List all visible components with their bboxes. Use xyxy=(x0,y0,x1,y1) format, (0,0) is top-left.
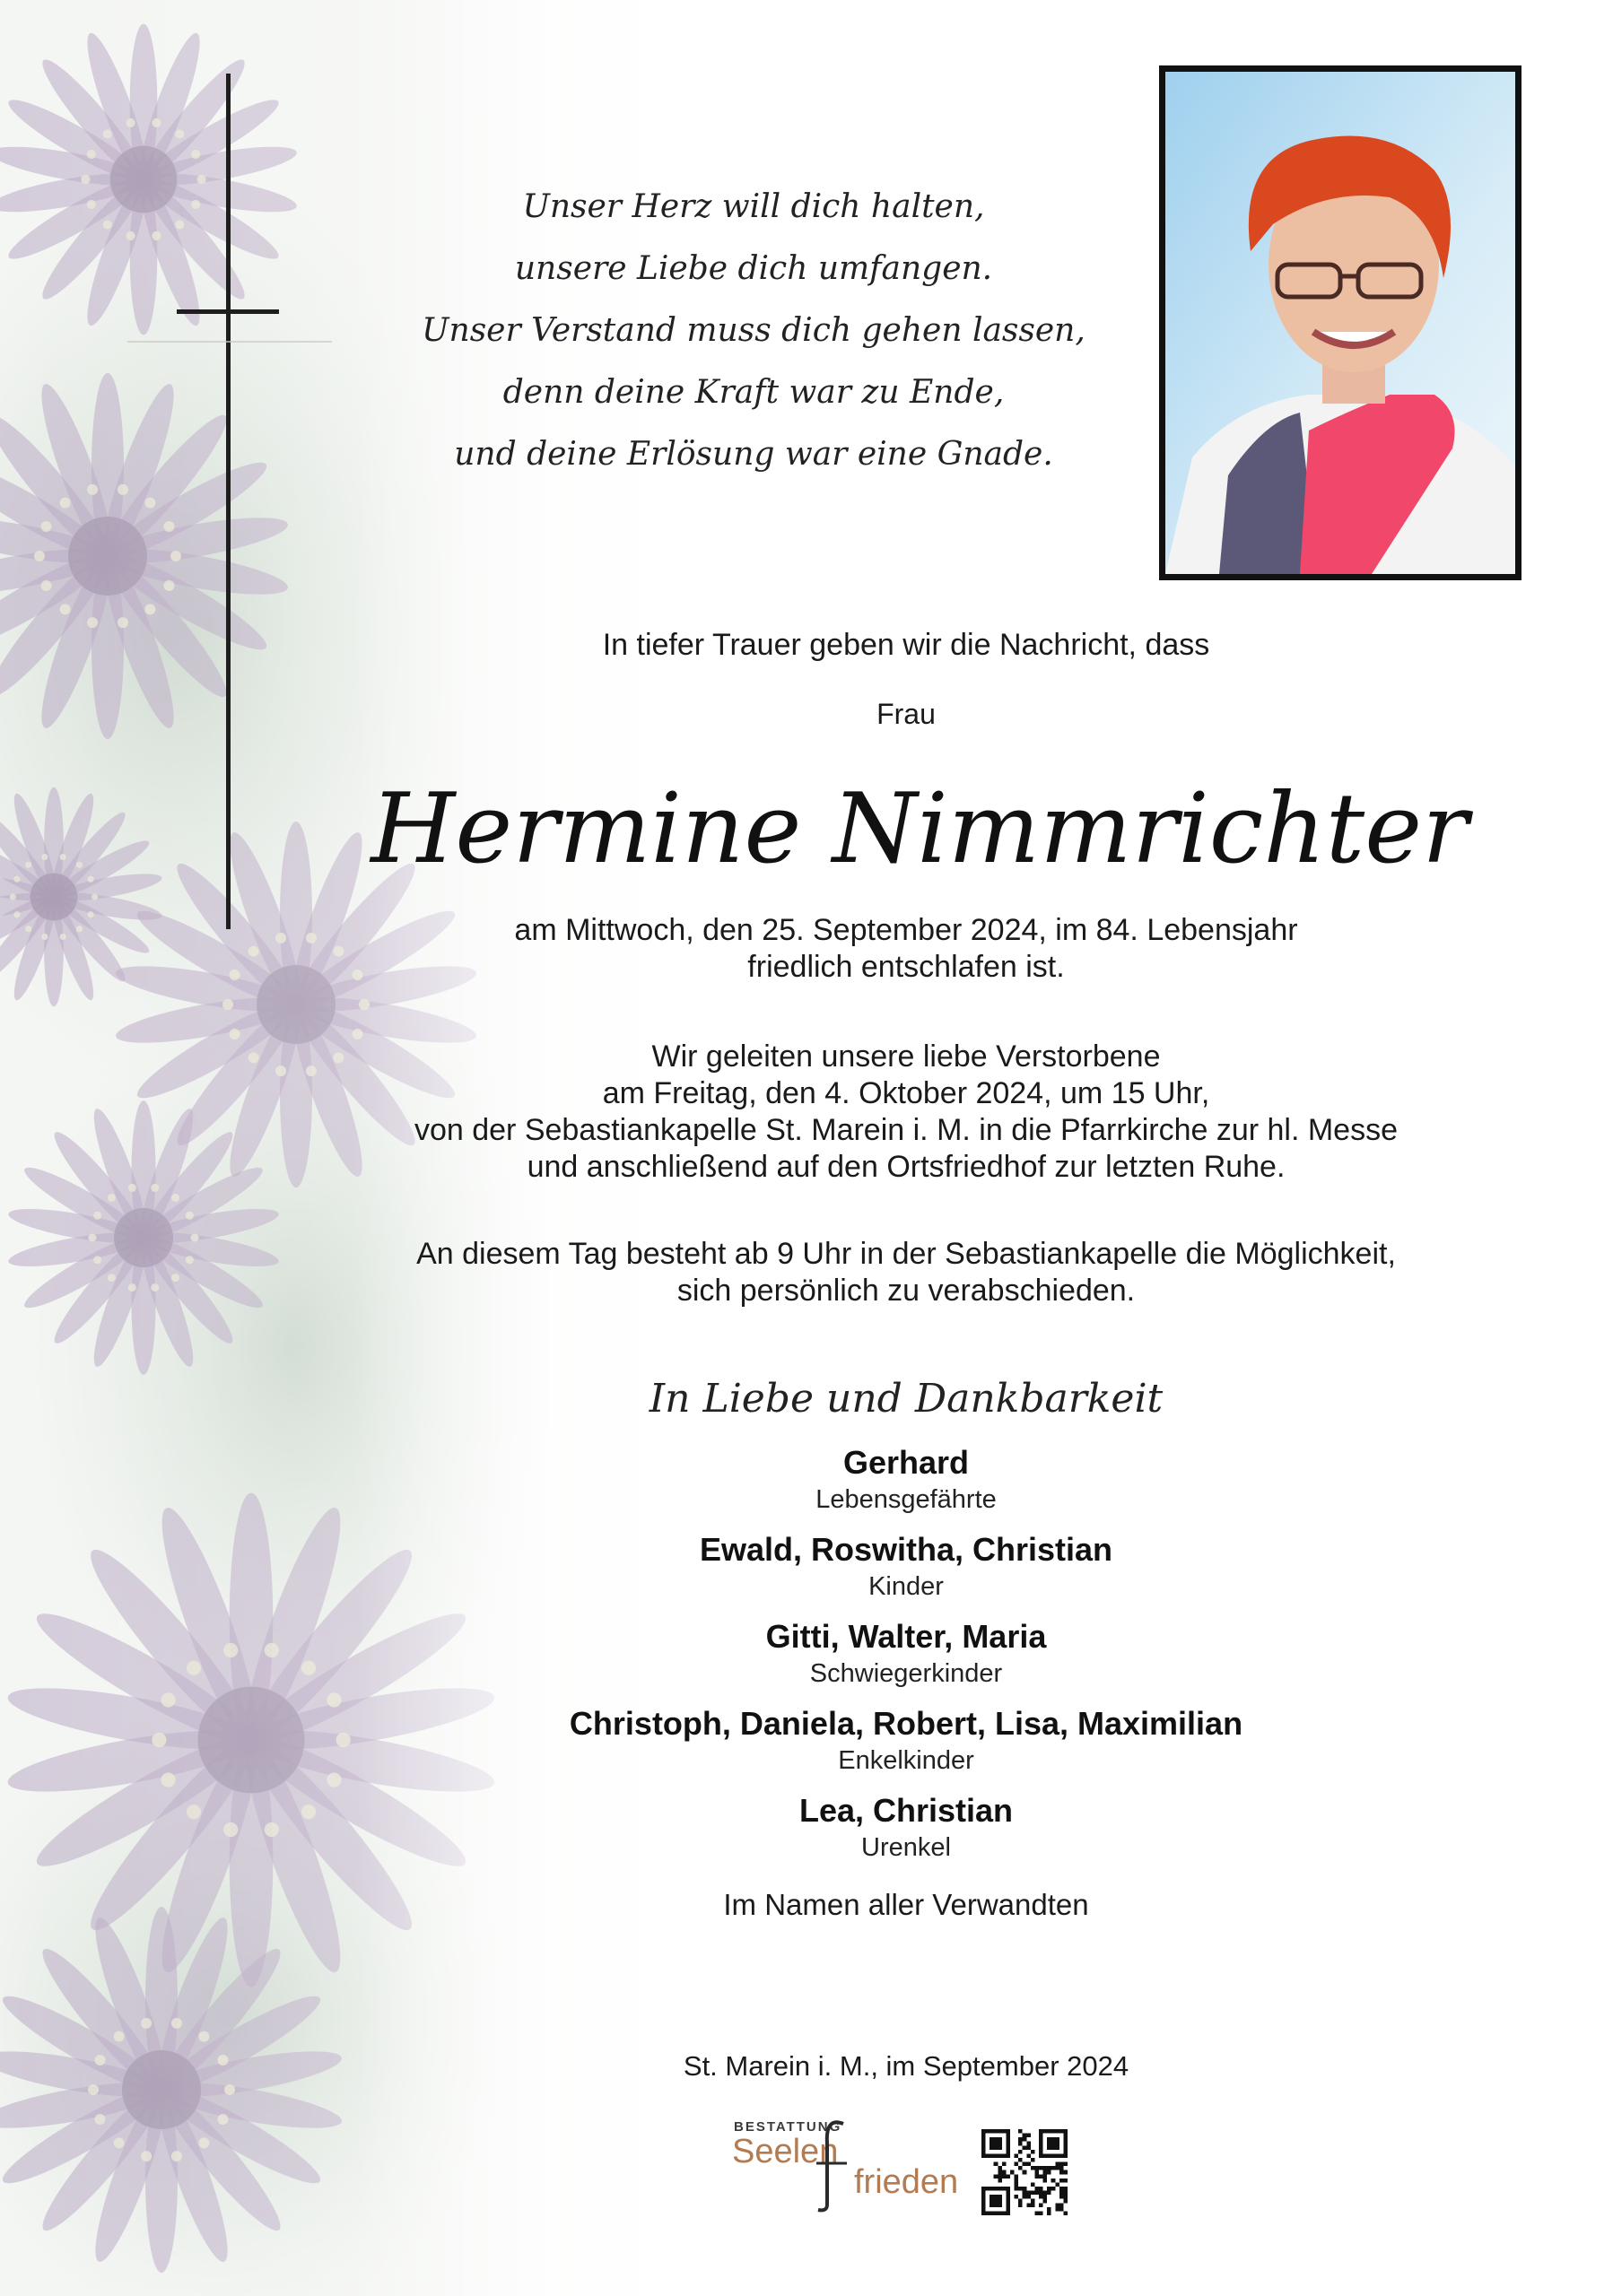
funeral-line: von der Sebastiankapelle St. Marein i. M. in die Pfarrkirche zur hl. Messe xyxy=(414,1113,1399,1147)
family-role: Lebensgefährte xyxy=(815,1485,997,1514)
cross-bar xyxy=(177,309,279,314)
farewell-line: An diesem Tag besteht ab 9 Uhr in der Sebastiankapelle die Möglichkeit, xyxy=(416,1237,1396,1271)
poem-line: Unser Herz will dich halten, xyxy=(522,188,985,225)
death-line: friedlich entschlafen ist. xyxy=(747,950,1065,984)
cross-icon xyxy=(226,74,231,929)
cross-shadow xyxy=(127,341,332,343)
family-names: Christoph, Daniela, Robert, Lisa, Maximilian xyxy=(569,1705,1243,1742)
family-names: Gitti, Walter, Maria xyxy=(765,1618,1047,1655)
poem-line: und deine Erlösung war eine Gnade. xyxy=(454,436,1053,473)
logo-word: frieden xyxy=(854,2163,959,2201)
logo-word: Seelen xyxy=(732,2133,839,2170)
portrait-photo xyxy=(1159,65,1521,580)
farewell-line: sich persönlich zu verabschieden. xyxy=(676,1274,1136,1308)
family-group xyxy=(359,1531,1453,1602)
family-role: Urenkel xyxy=(861,1833,951,1862)
qr-code-icon[interactable] xyxy=(981,2129,1068,2215)
family-group xyxy=(359,1444,1453,1515)
family-group xyxy=(359,1705,1453,1776)
funeral-line: und anschließend auf den Ortsfriedhof zur letzten Ruhe. xyxy=(527,1150,1286,1184)
death-line: am Mittwoch, den 25. September 2024, im 84. Lebensjahr xyxy=(514,913,1298,947)
family-role: Kinder xyxy=(868,1572,944,1601)
family-group xyxy=(359,1792,1453,1863)
poem xyxy=(422,176,1086,485)
family-names: Ewald, Roswitha, Christian xyxy=(699,1531,1113,1568)
family-names: Lea, Christian xyxy=(798,1792,1014,1829)
death-notice xyxy=(359,912,1453,986)
relatives-line: Im Namen aller Verwandten xyxy=(723,1888,1089,1921)
logo-subtitle: BESTATTUNG xyxy=(734,2119,842,2135)
closing-phrase: In Liebe und Dankbarkeit xyxy=(649,1376,1164,1422)
family-group xyxy=(359,1618,1453,1689)
intro-text: In tiefer Trauer geben wir die Nachricht, dass xyxy=(602,628,1210,662)
poem-line: denn deine Kraft war zu Ende, xyxy=(502,374,1005,411)
family-role: Schwiegerkinder xyxy=(809,1659,1003,1688)
farewell-details xyxy=(341,1236,1471,1309)
deceased-name: Hermine Nimmrichter xyxy=(371,773,1469,885)
salutation: Frau xyxy=(876,698,936,730)
logo-swash-icon xyxy=(807,2117,861,2215)
funeral-line: Wir geleiten unsere liebe Verstorbene xyxy=(651,1039,1161,1074)
funeral-line: am Freitag, den 4. Oktober 2024, um 15 Uhr, xyxy=(602,1076,1210,1110)
family-role: Enkelkinder xyxy=(838,1746,974,1775)
poem-line: Unser Verstand muss dich gehen lassen, xyxy=(422,312,1086,349)
place-date: St. Marein i. M., im September 2024 xyxy=(683,2050,1129,2082)
funeral-details xyxy=(341,1039,1471,1186)
family-names: Gerhard xyxy=(842,1444,970,1481)
poem-line: unsere Liebe dich umfangen. xyxy=(514,250,993,287)
